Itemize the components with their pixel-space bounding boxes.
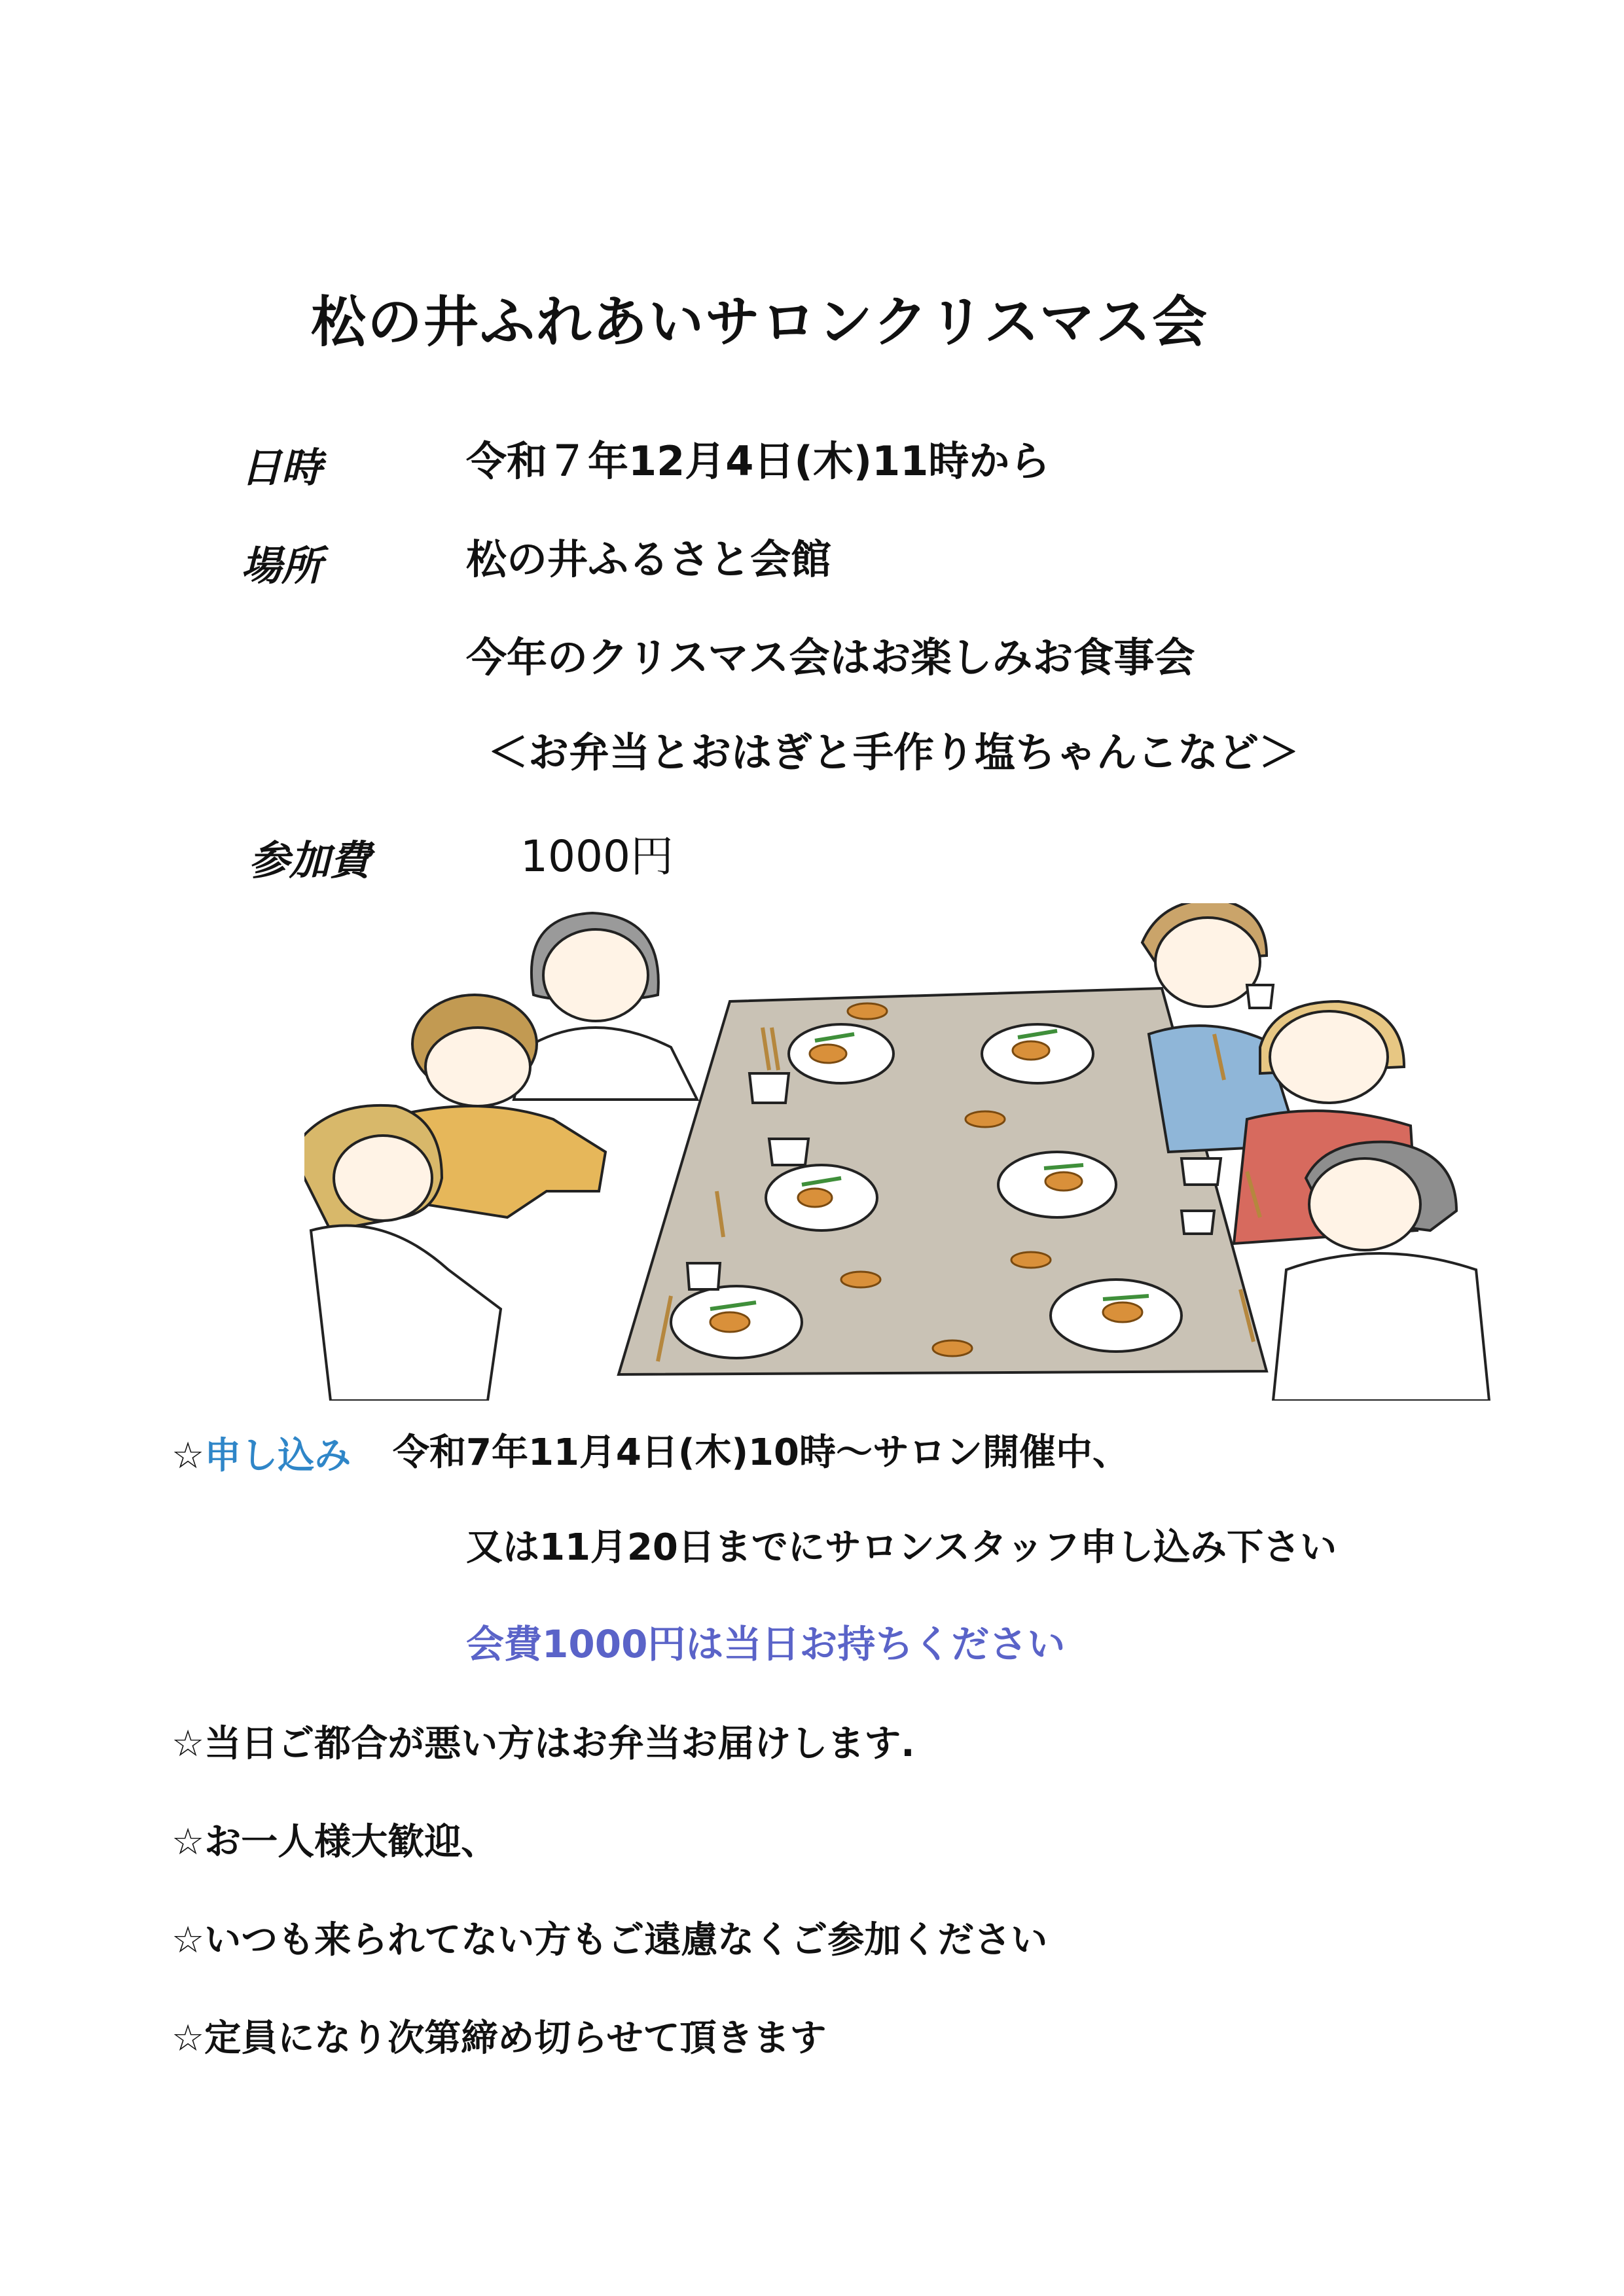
person-top-left	[514, 913, 697, 1100]
fee-value: 1000円	[520, 831, 674, 882]
star-icon: ☆	[171, 1435, 205, 1477]
bullet-invitation: ☆いつも来られてない方もご遠慮なくご参加ください	[171, 1919, 1048, 1962]
application-line-1: 令和7年11月4日(木)10時～サロン開催中、	[393, 1431, 1129, 1474]
application-label: 申し込み	[204, 1435, 352, 1477]
bullet-welcome: ☆お一人様大歓迎、	[171, 1821, 498, 1863]
place-label: 場所	[241, 542, 323, 590]
bullet-capacity: ☆定員になり次第締め切らせて頂きます	[171, 2017, 827, 2060]
bullet-delivery: ☆当日ご都合が悪い方はお弁当お届けします.	[171, 1723, 915, 1765]
application-line-2: 又は11月20日までにサロンスタッフ申し込み下さい	[466, 1526, 1337, 1569]
page-title: 松の井ふれあいサロンクリスマス会	[311, 290, 1208, 354]
dinner-party-illustration	[304, 903, 1502, 1401]
fee-reminder: 会費1000円は当日お持ちください	[466, 1622, 1066, 1666]
event-description: 今年のクリスマス会はお楽しみお食事会	[466, 634, 1195, 681]
place-value: 松の井ふるさと会館	[466, 535, 832, 583]
menu-description: ＜お弁当とおはぎと手作り塩ちゃんこなど＞	[488, 728, 1300, 776]
datetime-value: 令和７年12月4日(木)11時から	[466, 437, 1051, 485]
datetime-label: 日時	[241, 444, 323, 492]
fee-label: 参加費	[249, 836, 371, 884]
